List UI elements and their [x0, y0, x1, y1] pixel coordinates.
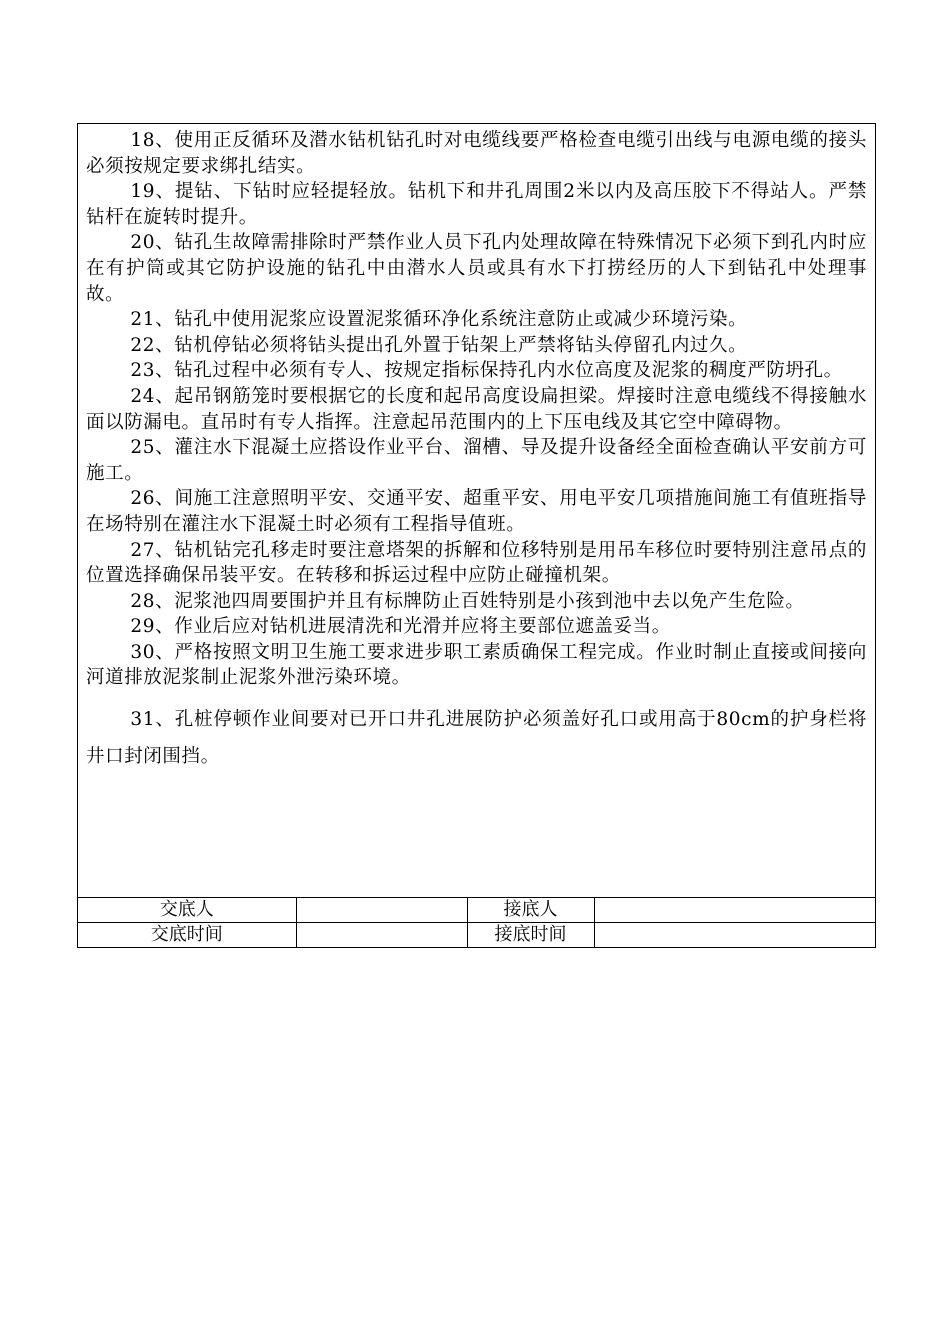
- signoff-table: [78, 897, 875, 947]
- paragraph-27: 27、钻机钻完孔移走时要注意塔架的拆解和位移特别是用吊车移位时要特别注意吊点的位置选择确保吊装平安。在转移和拆运过程中应防止碰撞机架。: [86, 539, 867, 587]
- signoff-row-person: [78, 898, 875, 923]
- briefing-content: [78, 124, 875, 897]
- handover-person-field[interactable]: [296, 898, 467, 923]
- paragraph-24: 24、起吊钢筋笼时要根据它的长度和起吊高度设扁担梁。焊接时注意电缆线不得接触水面以防漏电。直吊时有专人指挥。注意起吊范围内的上下压电线及其它空中障碍物。: [86, 385, 867, 433]
- paragraph-22: 22、钻机停钻必须将钻头提出孔外置于钻架上严禁将钻头停留孔内过久。: [130, 334, 748, 356]
- receive-time-label: 接底时间: [467, 923, 594, 948]
- receiver-label: 接底人: [467, 898, 594, 923]
- paragraph-20: 20、钻孔生故障需排除时严禁作业人员下孔内处理故障在特殊情况下必须下到孔内时应在有护筒或其它防护设施的钻孔中由潜水人员或具有水下打捞经历的人下到钻孔中处理事故。: [86, 232, 867, 305]
- paragraph-29: 29、作业后应对钻机进展清洗和光滑并应将主要部位遮盖妥当。: [130, 616, 671, 638]
- handover-time-label: 交底时间: [78, 923, 296, 948]
- signoff-row-time: [78, 923, 875, 948]
- paragraph-18: 18、使用正反循环及潜水钻机钻孔时对电缆线要严格检查电缆引出线与电源电缆的接头必须按规定要求绑扎结实。: [86, 130, 867, 177]
- handover-person-label: 交底人: [78, 898, 296, 923]
- paragraph-19: 19、提钻、下钻时应轻提轻放。钻机下和井孔周围2米以内及高压胶下不得站人。严禁钻杆在旋转时提升。: [86, 181, 867, 228]
- paragraph-21: 21、钻孔中使用泥浆应设置泥浆循环净化系统注意防止或减少环境污染。: [130, 309, 748, 331]
- paragraph-28: 28、泥浆池四周要围护并且有标牌防止百姓特别是小孩到池中去以免产生危险。: [130, 590, 805, 612]
- paragraph-31: 31、孔桩停顿作业间要对已开口井孔进展防护必须盖好孔口或用高于80cm的护身栏将井口封闭围挡。: [86, 709, 867, 768]
- paragraph-26: 26、间施工注意照明平安、交通平安、超重平安、用电平安几项措施间施工有值班指导在场特别在灌注水下混凝土时必须有工程指导值班。: [86, 488, 867, 535]
- paragraph-25: 25、灌注水下混凝土应搭设作业平台、溜槽、导及提升设备经全面检查确认平安前方可施工。: [86, 437, 867, 484]
- paragraph-30: 30、严格按照文明卫生施工要求进步职工素质确保工程完成。作业时制止直接或间接向河道排放泥浆制止泥浆外泄污染环境。: [86, 641, 867, 689]
- handover-time-field[interactable]: [296, 923, 467, 948]
- receiver-field[interactable]: [594, 898, 875, 923]
- receive-time-field[interactable]: [594, 923, 875, 948]
- safety-briefing-form: [77, 123, 876, 948]
- paragraph-23: 23、钻孔过程中必须有专人、按规定指标保持孔内水位高度及泥浆的稠度严防坍孔。: [130, 360, 843, 382]
